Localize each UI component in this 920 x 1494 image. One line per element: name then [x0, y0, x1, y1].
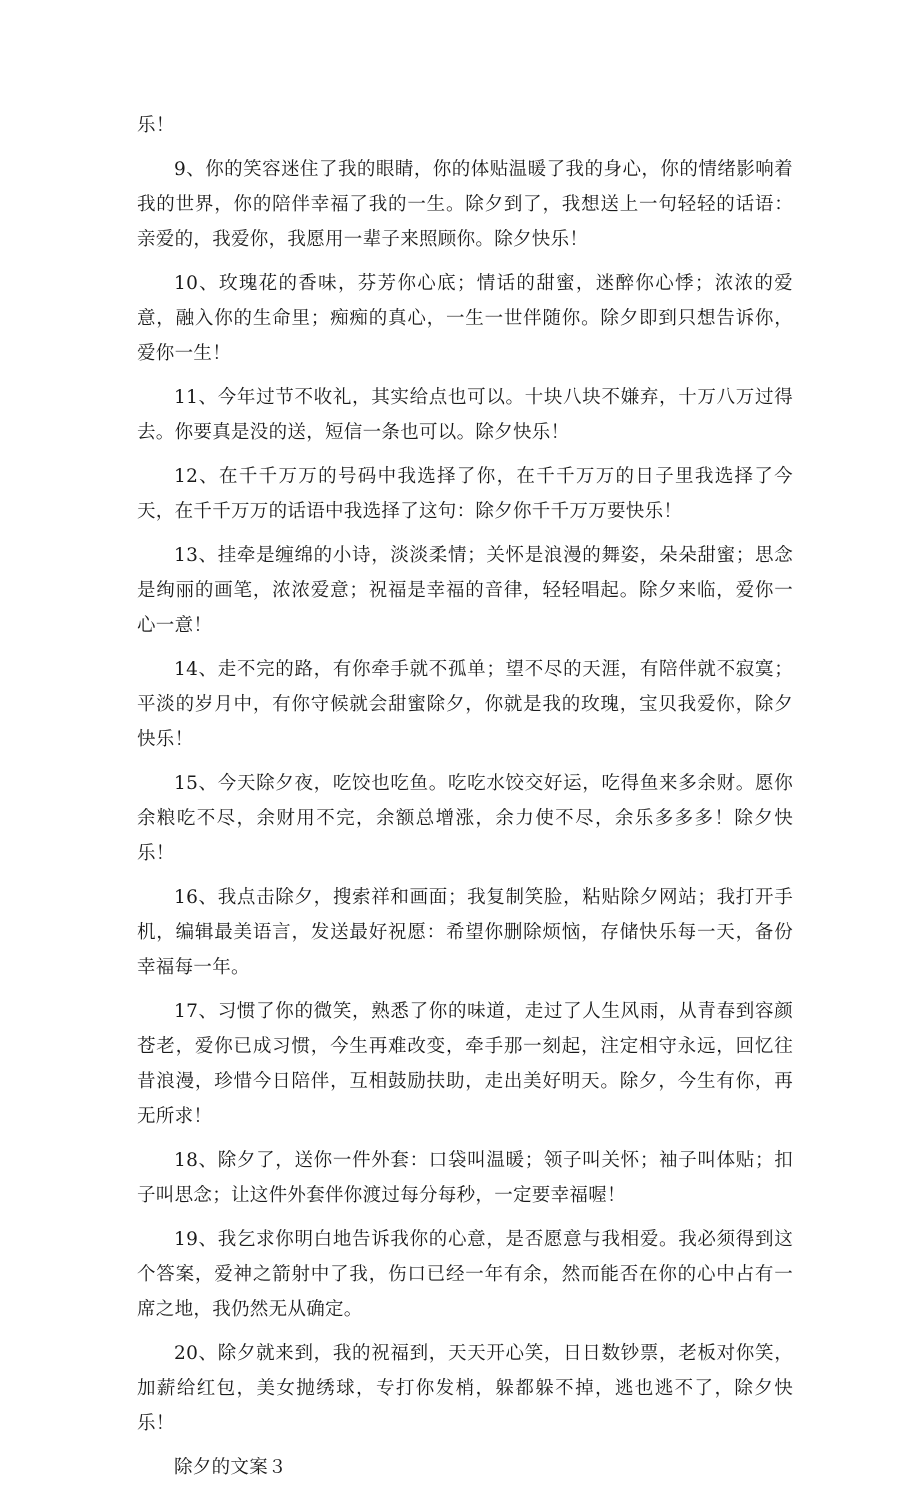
- paragraph-18: 18、除夕了，送你一件外套：口袋叫温暖；领子叫关怀；袖子叫体贴；扣子叫思念；让这件外套伴你渡过每分每秒，一定要幸福喔！: [137, 1150, 793, 1206]
- paragraph-11: 11、今年过节不收礼，其实给点也可以。十块八块不嫌弃，十万八万过得去。你要真是没的送，短信一条也可以。除夕快乐！: [137, 387, 793, 443]
- paragraph-14: 14、走不完的路，有你牵手就不孤单；望不尽的天涯，有陪伴就不寂寞；平淡的岁月中，有你守候就会甜蜜除夕，你就是我的玫瑰，宝贝我爱你，除夕快乐！: [137, 659, 793, 750]
- paragraph-12: 12、在千千万万的号码中我选择了你，在千千万万的日子里我选择了今天，在千千万万的话语中我选择了这句：除夕你千千万万要快乐！: [137, 466, 793, 522]
- section-heading: 除夕的文案３: [174, 1457, 287, 1478]
- paragraph-15: 15、今天除夕夜，吃饺也吃鱼。吃吃水饺交好运，吃得鱼来多余财。愿你余粮吃不尽，余财用不完，余额总增涨，余力使不尽，余乐多多多！除夕快乐！: [137, 773, 793, 864]
- paragraph-9: 9、你的笑容迷住了我的眼睛，你的体贴温暖了我的身心，你的情绪影响着我的世界，你的陪伴幸福了我的一生。除夕到了，我想送上一句轻轻的话语：亲爱的，我爱你，我愿用一辈子来照顾你。除夕快乐！: [137, 159, 793, 250]
- paragraph-19: 19、我乞求你明白地告诉我你的心意，是否愿意与我相爱。我必须得到这个答案，爱神之箭射中了我，伤口已经一年有余，然而能否在你的心中占有一席之地，我仍然无从确定。: [137, 1229, 793, 1320]
- paragraph-20: 20、除夕就来到，我的祝福到，天天开心笑，日日数钞票，老板对你笑，加薪给红包，美女抛绣球，专打你发梢，躲都躲不掉，逃也逃不了，除夕快乐！: [137, 1343, 793, 1434]
- paragraph-16: 16、我点击除夕，搜索祥和画面；我复制笑脸，粘贴除夕网站；我打开手机，编辑最美语言，发送最好祝愿：希望你删除烦恼，存储快乐每一天，备份幸福每一年。: [137, 887, 793, 978]
- paragraph-continuation: 乐！: [137, 115, 175, 136]
- paragraph-17: 17、习惯了你的微笑，熟悉了你的味道，走过了人生风雨，从青春到容颜苍老，爱你已成习惯，今生再难改变，牵手那一刻起，注定相守永远，回忆往昔浪漫，珍惜今日陪伴，互相鼓励扶助，走出美好明天。除夕，今生有你，再无所求！: [137, 1001, 793, 1127]
- paragraph-13: 13、挂牵是缠绵的小诗，淡淡柔情；关怀是浪漫的舞姿，朵朵甜蜜；思念是绚丽的画笔，浓浓爱意；祝福是幸福的音律，轻轻唱起。除夕来临，爱你一心一意！: [137, 545, 793, 636]
- document-body: [137, 108, 793, 1494]
- paragraph-10: 10、玫瑰花的香味，芬芳你心底；情话的甜蜜，迷醉你心悸；浓浓的爱意，融入你的生命里；痴痴的真心，一生一世伴随你。除夕即到只想告诉你，爱你一生！: [137, 273, 793, 364]
